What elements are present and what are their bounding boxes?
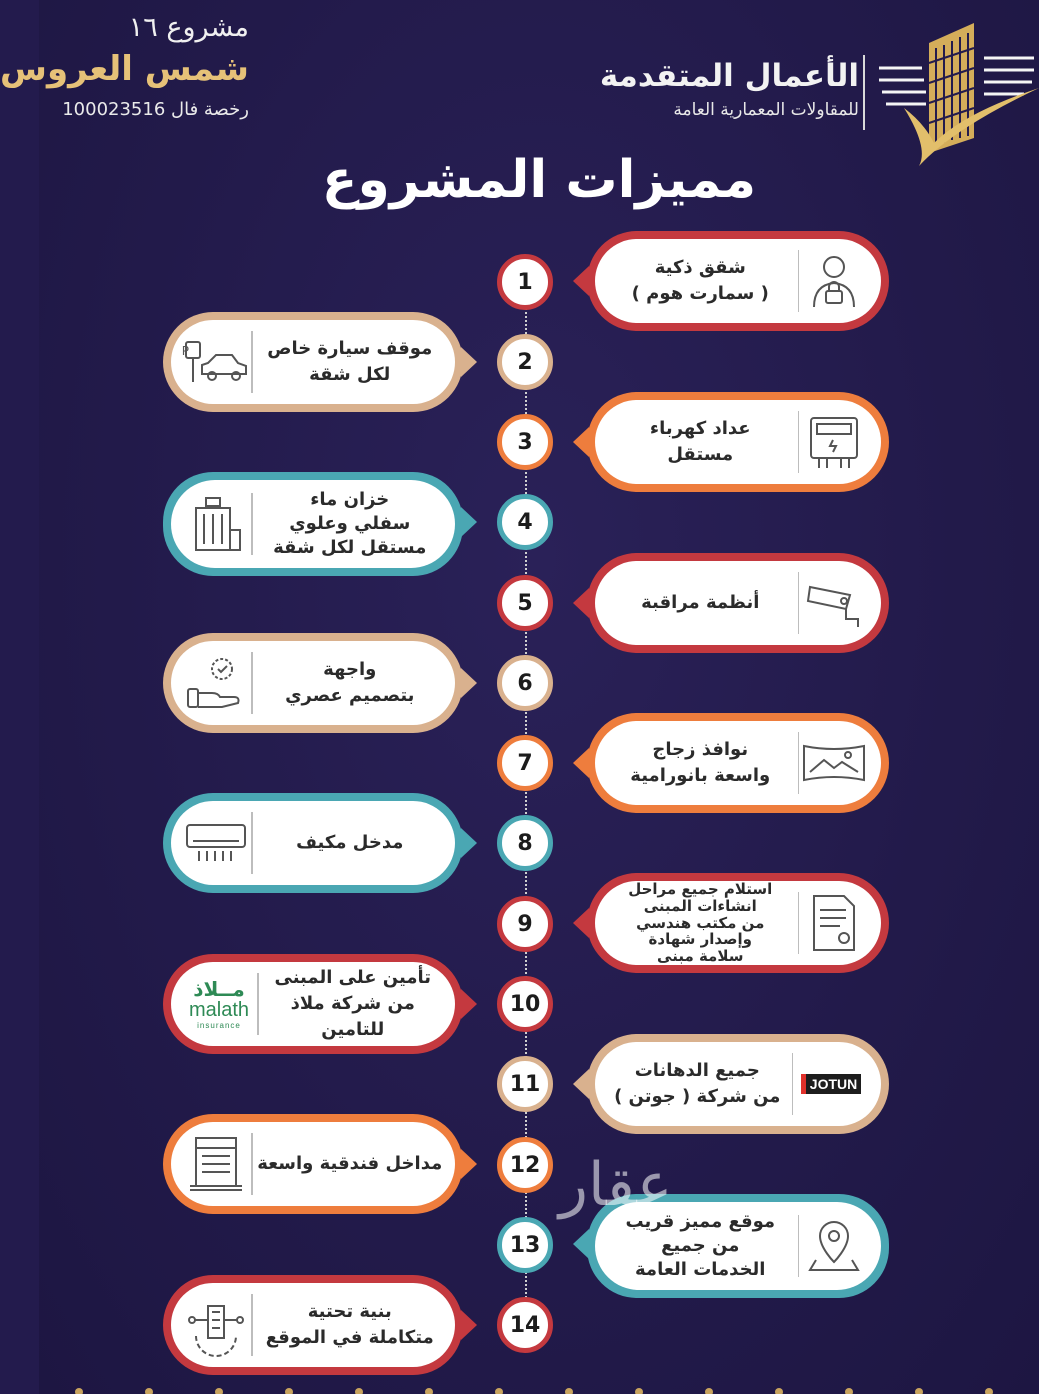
timeline-node-6: 6 bbox=[497, 655, 553, 711]
watermark: عقار bbox=[559, 1150, 673, 1220]
feature-text: جميع الدهانات من شركة ( جوتن ) bbox=[614, 1059, 781, 1107]
feature-card-12 bbox=[163, 1114, 463, 1214]
malath-logo-icon: مــلاذ malath insurance bbox=[188, 976, 250, 1030]
feature-text: واجهة بتصميم عصري bbox=[285, 658, 415, 706]
feature-text: شقق ذكية ( سمارت هوم ) bbox=[631, 256, 769, 304]
timeline-node-8: 8 bbox=[497, 815, 553, 871]
feature-text: أنظمة مراقبة bbox=[641, 591, 760, 613]
feature-text: بنية تحتية متكاملة في الموقع bbox=[265, 1300, 434, 1348]
timeline-node-10: 10 bbox=[497, 976, 553, 1032]
timeline-node-1: 1 bbox=[497, 254, 553, 310]
feature-text: موقف سيارة خاص لكل شقة bbox=[267, 337, 433, 385]
feature-card-7 bbox=[587, 713, 889, 813]
svg-text:P: P bbox=[181, 344, 189, 358]
timeline-node-14: 14 bbox=[497, 1297, 553, 1353]
air-conditioner-icon bbox=[181, 821, 251, 865]
project-title: شمس العروس bbox=[0, 49, 249, 89]
electric-meter-icon bbox=[799, 414, 869, 470]
feature-text: عداد كهرباء مستقل bbox=[649, 417, 751, 465]
parking-car-icon bbox=[181, 340, 251, 384]
feature-card-4 bbox=[163, 472, 463, 576]
feature-text: مدخل مكيف bbox=[296, 831, 404, 853]
infrastructure-gear-icon bbox=[181, 1296, 251, 1354]
feature-card-6 bbox=[163, 633, 463, 733]
feature-text: استلام جميع مراحل انشاءات المبنى من مكتب هندسي وإصدار شهادة سلامة مبنى bbox=[628, 880, 773, 966]
feature-card-3 bbox=[587, 392, 889, 492]
timeline-node-5: 5 bbox=[497, 575, 553, 631]
panorama-window-icon bbox=[799, 742, 869, 784]
timeline-node-11: 11 bbox=[497, 1056, 553, 1112]
timeline-node-3: 3 bbox=[497, 414, 553, 470]
feature-text: خزان ماء سفلي وعلوي مستقل لكل شقة bbox=[273, 488, 427, 559]
certificate-document-icon bbox=[799, 894, 869, 952]
feature-text: مداخل فندقية واسعة bbox=[257, 1152, 443, 1174]
company-subtitle: للمقاولات المعمارية العامة bbox=[673, 100, 859, 120]
timeline-node-13: 13 bbox=[497, 1217, 553, 1273]
project-block bbox=[0, 12, 249, 120]
timeline-node-9: 9 bbox=[497, 896, 553, 952]
location-pin-icon bbox=[799, 1218, 869, 1274]
company-name: الأعمال المتقدمة bbox=[599, 58, 859, 94]
feature-card-10 bbox=[163, 954, 463, 1054]
decorative-dots bbox=[39, 1384, 1039, 1394]
feature-card-8 bbox=[163, 793, 463, 893]
timeline-node-7: 7 bbox=[497, 735, 553, 791]
feature-card-2 bbox=[163, 312, 463, 412]
timeline-node-2: 2 bbox=[497, 334, 553, 390]
feature-card-9 bbox=[587, 873, 889, 973]
page-title: مميزات المشروع bbox=[321, 150, 757, 210]
project-number: مشروع ١٦ bbox=[128, 12, 249, 43]
jotun-logo-icon: JOTUN bbox=[793, 1074, 869, 1094]
water-tank-icon bbox=[181, 496, 251, 552]
feature-card-11 bbox=[587, 1034, 889, 1134]
security-camera-icon bbox=[799, 577, 869, 629]
feature-card-1 bbox=[587, 231, 889, 331]
feature-text: نوافذ زجاج واسعة بانورامية bbox=[630, 738, 771, 786]
hand-badge-icon bbox=[181, 655, 251, 711]
timeline-node-4: 4 bbox=[497, 494, 553, 550]
feature-card-5 bbox=[587, 553, 889, 653]
smart-lock-person-icon bbox=[799, 253, 869, 309]
company-block bbox=[599, 58, 859, 120]
feature-card-14 bbox=[163, 1275, 463, 1375]
feature-text: تأمين على المبنى من شركة ملاذ للتامين bbox=[274, 966, 431, 1041]
feature-text: موقع مميز قريب من جميع الخدمات العامة bbox=[625, 1210, 776, 1281]
timeline-node-12: 12 bbox=[497, 1137, 553, 1193]
license-number: رخصة فال 100023516 bbox=[62, 99, 249, 120]
header-divider bbox=[863, 55, 865, 130]
hotel-building-icon bbox=[181, 1136, 251, 1192]
company-logo-icon bbox=[874, 18, 1039, 168]
